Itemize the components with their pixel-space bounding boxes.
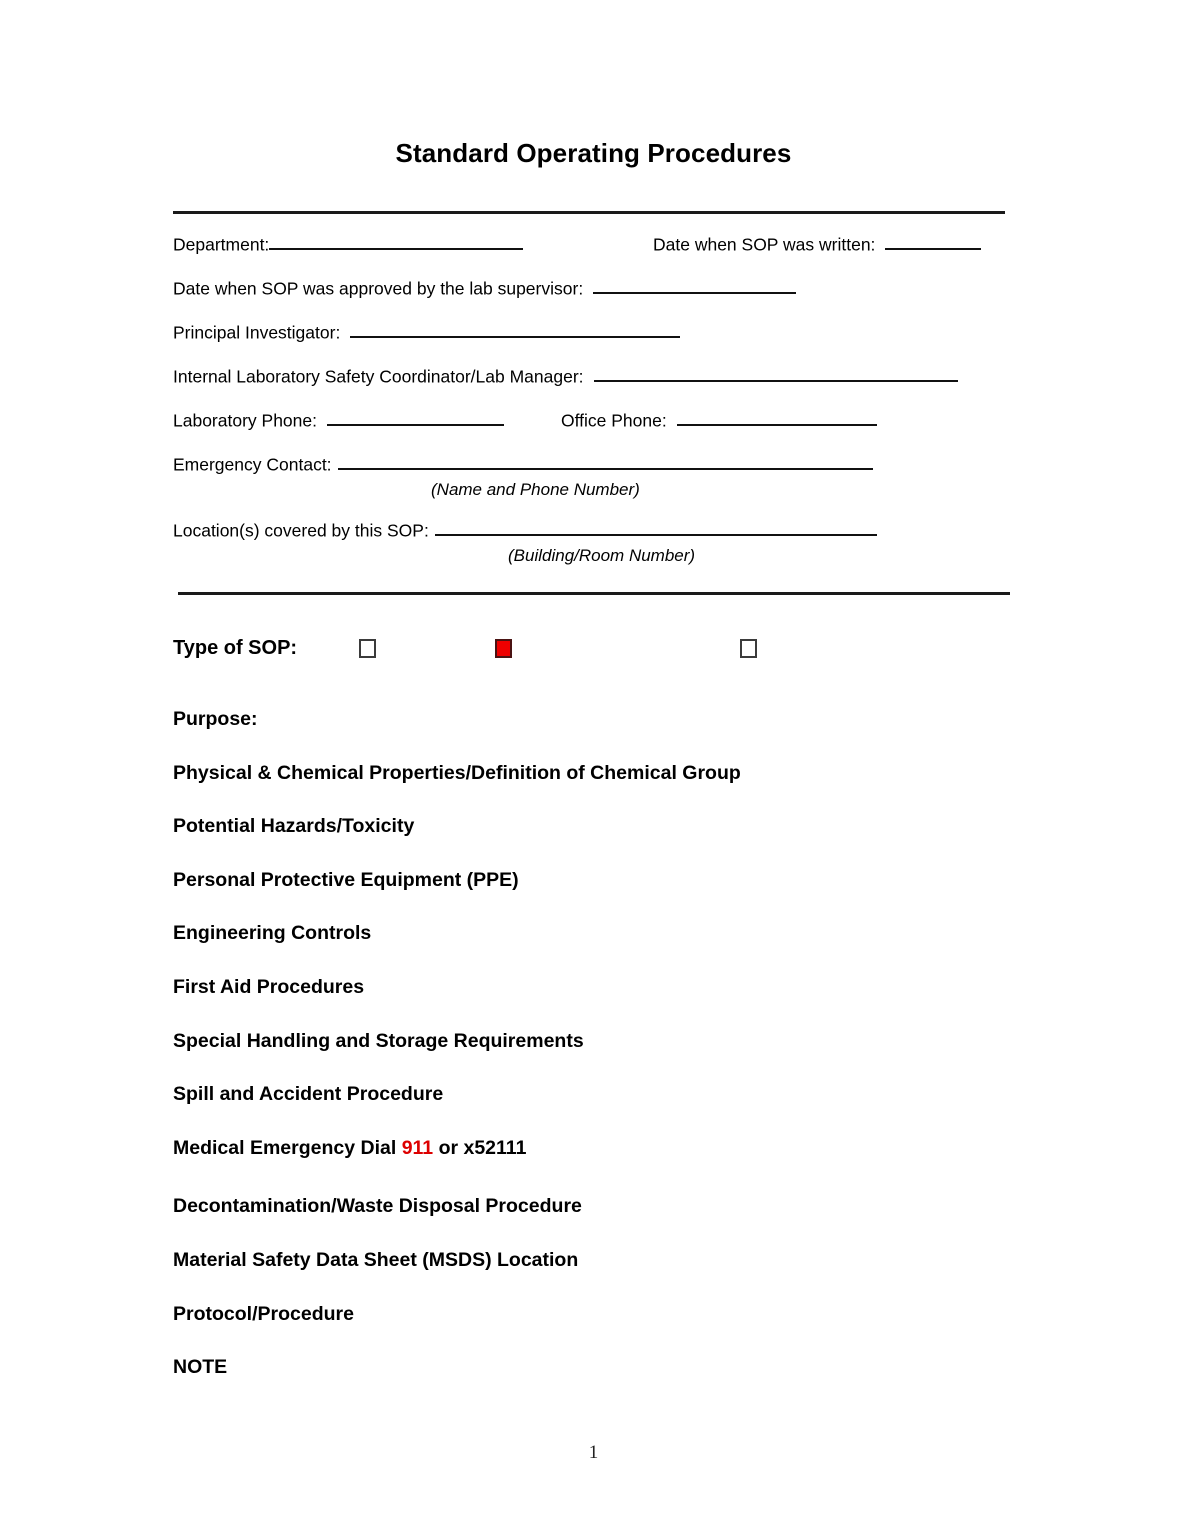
section-heading-note: NOTE — [173, 1356, 228, 1379]
section-heading-ppe: Personal Protective Equipment (PPE) — [173, 868, 519, 891]
date-written-input[interactable] — [885, 234, 981, 250]
type-of-sop-checkbox-2[interactable] — [495, 639, 512, 658]
date-approved-input[interactable] — [593, 278, 796, 294]
section-heading-medical-emergency — [173, 1136, 1073, 1193]
date-approved-label: Date when SOP was approved by the lab supervisor: — [173, 278, 584, 299]
emergency-number: 911 — [401, 1136, 434, 1159]
principal-investigator-input[interactable] — [350, 322, 680, 338]
section-heading-spill-accident: Spill and Accident Procedure — [173, 1083, 444, 1106]
principal-investigator-label: Principal Investigator: — [173, 322, 341, 343]
sop-sections-list — [173, 710, 1073, 1412]
type-of-sop-label: Type of SOP: — [173, 637, 298, 659]
section-heading-potential-hazards: Potential Hazards/Toxicity — [173, 815, 415, 838]
office-phone-label: Office Phone: — [561, 410, 667, 431]
section-heading-physical-chemical-properties: Physical & Chemical Properties/Definition of Chemical Group — [173, 761, 741, 784]
section-heading-decontamination: Decontamination/Waste Disposal Procedure — [173, 1195, 582, 1218]
section-heading-protocol-procedure: Protocol/Procedure — [173, 1302, 354, 1325]
type-of-sop-checkbox-1[interactable] — [359, 639, 376, 658]
form-row-department — [173, 234, 1033, 278]
section-heading-special-handling: Special Handling and Storage Requirements — [173, 1029, 584, 1052]
form-row-safety-coordinator — [173, 366, 1033, 410]
page-title: Standard Operating Procedures — [395, 138, 792, 168]
form-row-date-approved — [173, 278, 1033, 322]
location-input[interactable] — [435, 520, 877, 536]
date-written-label: Date when SOP was written: — [653, 234, 876, 255]
safety-coordinator-input[interactable] — [594, 366, 958, 382]
section-heading-engineering-controls: Engineering Controls — [173, 922, 372, 945]
page-number: 1 — [588, 1442, 599, 1463]
department-input[interactable] — [269, 234, 523, 250]
section-heading-purpose: Purpose: — [173, 708, 258, 730]
medical-emergency-suffix: or x52111 — [433, 1136, 527, 1159]
section-heading-first-aid: First Aid Procedures — [173, 975, 365, 998]
type-of-sop-checkbox-3[interactable] — [740, 639, 757, 658]
form-row-phones — [173, 410, 1033, 454]
office-phone-input[interactable] — [677, 410, 877, 426]
office-phone-group — [561, 410, 877, 430]
section-heading-msds-location: Material Safety Data Sheet (MSDS) Location — [173, 1248, 579, 1271]
emergency-contact-input[interactable] — [338, 454, 873, 470]
department-label: Department: — [173, 234, 270, 255]
location-hint: (Building/Room Number) — [508, 546, 696, 565]
type-of-sop-row — [173, 636, 1033, 670]
location-label: Location(s) covered by this SOP: — [173, 520, 429, 541]
header-divider-top — [173, 211, 1005, 214]
laboratory-phone-label: Laboratory Phone: — [173, 410, 317, 431]
form-row-location — [173, 520, 1033, 568]
header-divider-bottom — [178, 592, 1010, 595]
sop-header-form — [173, 234, 1033, 568]
medical-emergency-prefix: Medical Emergency Dial — [173, 1136, 402, 1159]
laboratory-phone-input[interactable] — [327, 410, 504, 426]
form-row-principal-investigator — [173, 322, 1033, 366]
emergency-contact-hint: (Name and Phone Number) — [431, 480, 640, 499]
emergency-contact-label: Emergency Contact: — [173, 454, 332, 475]
safety-coordinator-label: Internal Laboratory Safety Coordinator/Lab Manager: — [173, 366, 584, 387]
form-row-emergency-contact — [173, 454, 1033, 502]
date-written-group — [653, 234, 981, 254]
